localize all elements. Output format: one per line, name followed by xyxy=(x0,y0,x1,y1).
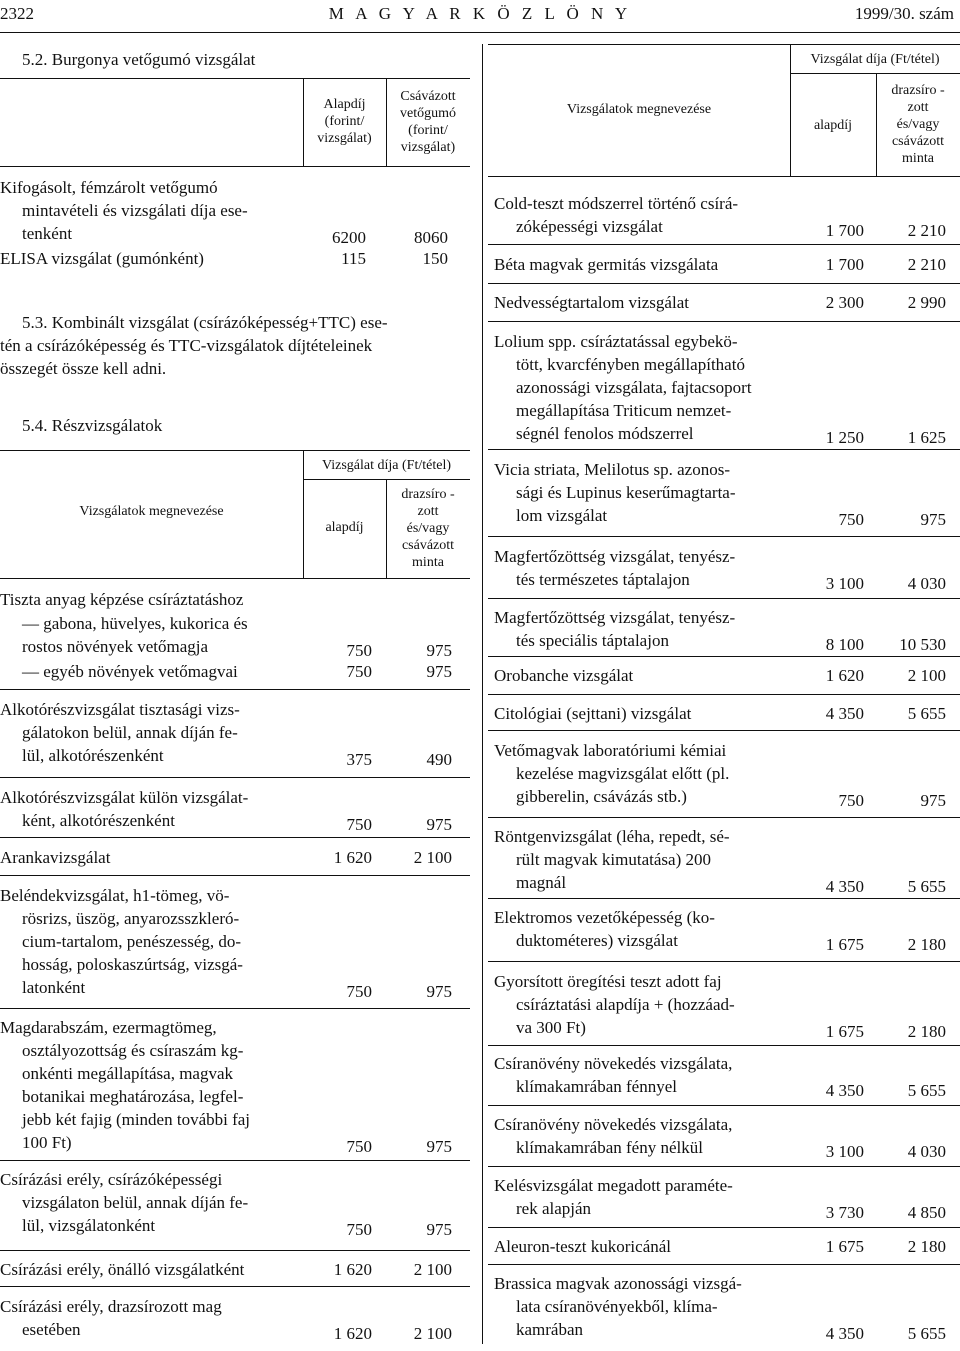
treated-value: 490 xyxy=(426,750,452,769)
treated-value: 150 xyxy=(422,249,448,268)
row-text-line: ségnél fenolos módszerrel xyxy=(516,424,694,443)
alapdij-value: 4 350 xyxy=(825,877,864,896)
row-separator xyxy=(0,875,470,876)
row-separator xyxy=(0,689,470,690)
row-separator xyxy=(488,536,960,537)
row-text-line: Aleuron-teszt kukoricánál xyxy=(494,1237,672,1256)
row-separator xyxy=(488,694,960,695)
treated-value: 2 100 xyxy=(413,1324,452,1343)
treated-value: 2 180 xyxy=(907,935,946,954)
row-separator xyxy=(488,1105,960,1106)
section-5-4-title: 5.4. Részvizsgálatok xyxy=(22,416,163,435)
row-text-line: — gabona, hüvelyes, kukorica és xyxy=(22,614,248,633)
row-text-line: Elektromos vezetőképesség (ko- xyxy=(494,908,715,927)
row-description xyxy=(0,1016,300,1154)
row-text-line: magnál xyxy=(516,873,567,892)
row-description xyxy=(494,739,786,808)
row-description xyxy=(0,588,300,611)
treated-value: 2 100 xyxy=(413,848,452,867)
row-text-line: Magdarabszám, ezermagtömeg, xyxy=(0,1018,217,1037)
t2-head-line: csávázott xyxy=(401,538,455,553)
row-description xyxy=(0,660,300,683)
row-text-line: jebb két fajig (minden további faj xyxy=(22,1110,251,1129)
row-text-line: ELISA vizsgálat (gumónként) xyxy=(0,249,204,268)
row-text-line: tés speciális táptalajon xyxy=(516,631,669,650)
row-text-line: gibberelin, csávázás stb.) xyxy=(516,787,687,806)
treated-value: 5 655 xyxy=(907,1081,946,1100)
row-description xyxy=(0,247,300,270)
t2-head-line: és/vagy xyxy=(406,521,450,536)
row-description xyxy=(0,612,300,658)
row-text-line: klímakamrában fény nélkül xyxy=(516,1138,703,1157)
text-line: 5.3. Kombinált vizsgálat (csírázóképesség+TTC) ese- xyxy=(22,313,388,332)
row-text-line: Nedvességtartalom vizsgálat xyxy=(494,293,689,312)
row-text-line: sági és Lupinus keserűmagtarta- xyxy=(516,483,736,502)
row-description xyxy=(0,1258,300,1281)
row-description xyxy=(494,1235,786,1258)
alapdij-value: 1 620 xyxy=(333,1324,372,1343)
row-text-line: kezelése magvizsgálat előtt (pl. xyxy=(516,764,730,783)
t2-head-alapdij: alapdíj xyxy=(325,520,364,535)
row-text-line: mintavételi és vizsgálati díja ese- xyxy=(22,201,248,220)
alapdij-value: 1 700 xyxy=(825,221,864,240)
text-line: összegét össze kell adni. xyxy=(0,359,167,378)
row-text-line: 100 Ft) xyxy=(22,1133,72,1152)
row-text-line: hosság, poloskaszúrtság, vizsgá- xyxy=(22,955,243,974)
alapdij-value: 1 675 xyxy=(825,1237,864,1256)
row-separator xyxy=(0,837,470,838)
row-separator xyxy=(0,1008,470,1009)
t1-head-line: vizsgálat) xyxy=(400,140,456,155)
t3-head-line: és/vagy xyxy=(896,117,940,132)
row-text-line: Csíranövény növekedés vizsgálata, xyxy=(494,1115,733,1134)
alapdij-value: 115 xyxy=(341,249,366,268)
row-separator xyxy=(0,1250,470,1251)
alapdij-value: 3 100 xyxy=(825,1142,864,1161)
alapdij-value: 1 620 xyxy=(825,666,864,685)
row-text-line: osztályozottság és csíraszám kg- xyxy=(22,1041,244,1060)
row-separator xyxy=(488,598,960,599)
treated-value: 5 655 xyxy=(907,704,946,723)
treated-value: 2 990 xyxy=(907,293,946,312)
row-description xyxy=(0,786,300,832)
row-text-line: Vetőmagvak laboratóriumi kémiai xyxy=(494,741,727,760)
row-description xyxy=(0,176,300,245)
row-separator xyxy=(488,898,960,899)
alapdij-value: 1 620 xyxy=(333,1260,372,1279)
row-separator xyxy=(488,283,960,284)
treated-value: 2 100 xyxy=(907,666,946,685)
page-header xyxy=(0,0,960,30)
row-separator xyxy=(488,817,960,818)
t3-head-line: zott xyxy=(907,100,929,115)
treated-value: 975 xyxy=(426,641,452,660)
row-separator xyxy=(0,1160,470,1161)
treated-value: 2 210 xyxy=(907,255,946,274)
row-text-line: Csírázási erély, csírázóképességi xyxy=(0,1170,223,1189)
row-text-line: Cold-teszt módszerrel történő csírá- xyxy=(494,194,739,213)
t1-head-line: vetőgumó xyxy=(400,106,456,121)
treated-value: 2 180 xyxy=(907,1237,946,1256)
treated-value: 975 xyxy=(426,1137,452,1156)
row-description xyxy=(0,1295,300,1341)
row-text-line: Béta magvak germitás vizsgálata xyxy=(494,255,719,274)
treated-value: 975 xyxy=(920,510,946,529)
row-text-line: Csírázási erély, önálló vizsgálatként xyxy=(0,1260,245,1279)
row-text-line: lom vizsgálat xyxy=(516,506,608,525)
row-text-line: rek alapján xyxy=(516,1199,592,1218)
t1-head-rule xyxy=(0,166,470,167)
row-text-line: lül, vizsgálatonként xyxy=(22,1216,156,1235)
row-description xyxy=(494,606,786,652)
t1-top-rule xyxy=(0,78,470,79)
alapdij-value: 750 xyxy=(346,1137,372,1156)
row-text-line: megállapítása Triticum nemzet- xyxy=(516,401,732,420)
t3-head-line: minta xyxy=(902,151,934,166)
treated-value: 2 180 xyxy=(907,1022,946,1041)
row-separator xyxy=(488,1166,960,1167)
row-description xyxy=(0,846,300,869)
t2-top-rule xyxy=(0,450,470,451)
treated-value: 1 625 xyxy=(907,428,946,447)
row-text-line: vizsgálaton belül, annak díján fe- xyxy=(22,1193,249,1212)
alapdij-value: 375 xyxy=(346,750,372,769)
t2-head-rule xyxy=(0,578,470,579)
row-description xyxy=(494,1052,786,1098)
alapdij-value: 750 xyxy=(346,982,372,1001)
treated-value: 975 xyxy=(426,1220,452,1239)
issue-number: 1999/30. szám xyxy=(854,4,954,23)
row-separator xyxy=(488,321,960,322)
row-text-line: botanikai meghatározása, legfel- xyxy=(22,1087,244,1106)
row-description xyxy=(494,253,786,276)
alapdij-value: 750 xyxy=(346,641,372,660)
t3-head-fee: Vizsgálat díja (Ft/tétel) xyxy=(810,52,940,67)
row-text-line: — egyéb növények vetőmagvai xyxy=(22,662,238,681)
t1-head-line: (forint/ xyxy=(324,114,365,129)
row-description xyxy=(0,884,300,999)
alapdij-value: 3 100 xyxy=(825,574,864,593)
alapdij-value: 1 700 xyxy=(825,255,864,274)
row-text-line: rült magvak kimutatása) 200 xyxy=(516,850,711,869)
row-text-line: Magfertőzöttség vizsgálat, tenyész- xyxy=(494,547,736,566)
alapdij-value: 1 250 xyxy=(825,428,864,447)
row-text-line: Tiszta anyag képzése csíráztatáshoz xyxy=(0,590,244,609)
t3-head-rule xyxy=(488,176,960,177)
row-description xyxy=(494,702,786,725)
treated-value: 975 xyxy=(920,791,946,810)
t3-head-drazsirozott xyxy=(876,82,960,167)
row-text-line: lata csíranövényekből, klíma- xyxy=(516,1297,718,1316)
row-text-line: lül, alkotórészenként xyxy=(22,746,164,765)
t1-head-line: (forint/ xyxy=(408,123,448,138)
alapdij-value: 750 xyxy=(346,815,372,834)
row-text-line: Csírázási erély, drazsírozott mag xyxy=(0,1297,222,1316)
treated-value: 8060 xyxy=(414,228,448,247)
row-text-line: rostos növények vetőmagja xyxy=(22,637,209,656)
section-5-3-text xyxy=(0,311,466,380)
row-text-line: Magfertőzöttség vizsgálat, tenyész- xyxy=(494,608,736,627)
row-text-line: ként, alkotórészenként xyxy=(22,811,175,830)
treated-value: 4 030 xyxy=(907,574,946,593)
row-text-line: Vicia striata, Melilotus sp. azonos- xyxy=(494,460,730,479)
row-text-line: va 300 Ft) xyxy=(516,1018,586,1037)
row-text-line: azonossági vizsgálata, fajtacsoport xyxy=(516,378,752,397)
row-text-line: tött, kvarcfényben megállapítható xyxy=(516,355,745,374)
row-separator xyxy=(488,1264,960,1265)
row-separator xyxy=(488,244,960,245)
row-text-line: Röntgenvizsgálat (léha, repedt, sé- xyxy=(494,827,730,846)
row-separator xyxy=(0,777,470,778)
row-text-line: Beléndekvizsgálat, h1-tömeg, vö- xyxy=(0,886,230,905)
row-text-line: gálatokon belül, annak díján fe- xyxy=(22,723,238,742)
row-text-line: Kifogásolt, fémzárolt vetőgumó xyxy=(0,178,218,197)
treated-value: 2 100 xyxy=(413,1260,452,1279)
row-description xyxy=(494,291,786,314)
treated-value: 975 xyxy=(426,662,452,681)
row-separator xyxy=(488,1045,960,1046)
row-text-line: Csíranövény növekedés vizsgálata, xyxy=(494,1054,733,1073)
row-description xyxy=(494,545,786,591)
row-description xyxy=(0,698,300,767)
row-separator xyxy=(488,730,960,731)
alapdij-value: 3 730 xyxy=(825,1203,864,1222)
t1-head-line: Csávázott xyxy=(400,89,456,104)
t3-head-line: drazsíro - xyxy=(891,83,945,98)
row-description xyxy=(494,192,786,238)
row-text-line: tés természetes táptalajon xyxy=(516,570,690,589)
text-line: tén a csírázóképesség és TTC-vizsgálatok díjtételeinek xyxy=(0,336,373,355)
row-description xyxy=(494,970,786,1039)
page-number: 2322 xyxy=(0,4,34,23)
row-description xyxy=(494,906,786,952)
treated-value: 4 030 xyxy=(907,1142,946,1161)
alapdij-value: 750 xyxy=(346,1220,372,1239)
alapdij-value: 4 350 xyxy=(825,704,864,723)
alapdij-value: 750 xyxy=(346,662,372,681)
row-description xyxy=(494,664,786,687)
row-text-line: klímakamrában fénnyel xyxy=(516,1077,677,1096)
t3-top-rule xyxy=(488,44,960,45)
treated-value: 4 850 xyxy=(907,1203,946,1222)
row-description xyxy=(0,1168,300,1237)
row-text-line: Alkotórészvizsgálat tisztasági vizs- xyxy=(0,700,240,719)
treated-value: 10 530 xyxy=(899,635,946,654)
header-rule xyxy=(0,32,960,33)
t3-head-alapdij: alapdíj xyxy=(813,118,853,133)
treated-value: 5 655 xyxy=(907,877,946,896)
treated-value: 5 655 xyxy=(907,1324,946,1343)
row-text-line: Citológiai (sejttani) vizsgálat xyxy=(494,704,692,723)
alapdij-value: 1 675 xyxy=(825,935,864,954)
alapdij-value: 6200 xyxy=(332,228,366,247)
t1-head-line: vizsgálat) xyxy=(317,131,372,146)
t3-head-line: csávázott xyxy=(891,134,945,149)
column-divider xyxy=(482,44,483,1344)
row-text-line: tenként xyxy=(22,224,73,243)
row-text-line: Kelésvizsgálat megadott paraméte- xyxy=(494,1176,733,1195)
t2-head-name: Vizsgálatok megnevezése xyxy=(79,504,224,519)
t1-head-alapdij xyxy=(303,96,386,147)
t1-head-line: Alapdíj xyxy=(323,97,366,112)
alapdij-value: 1 620 xyxy=(333,848,372,867)
alapdij-value: 750 xyxy=(838,791,864,810)
treated-value: 975 xyxy=(426,815,452,834)
t2-head-line: minta xyxy=(412,555,444,570)
row-text-line: csíráztatási alapdíja + (hozzáad- xyxy=(516,995,735,1014)
row-description xyxy=(494,1174,786,1220)
t2-head-line: zott xyxy=(417,504,439,519)
t3-fee-rule xyxy=(790,73,960,74)
row-separator xyxy=(488,961,960,962)
row-text-line: latonként xyxy=(22,978,86,997)
row-text-line: duktométeres) vizsgálat xyxy=(516,931,678,950)
row-text-line: zóképességi vizsgálat xyxy=(516,217,663,236)
alapdij-value: 750 xyxy=(838,510,864,529)
row-text-line: cium-tartalom, penészesség, do- xyxy=(22,932,242,951)
row-text-line: onkénti megállapítása, magvak xyxy=(22,1064,234,1083)
treated-value: 2 210 xyxy=(907,221,946,240)
row-description xyxy=(494,330,786,445)
t1-head-csavazott xyxy=(386,88,470,156)
t2-head-drazsirozott xyxy=(386,486,470,571)
row-description xyxy=(494,825,786,894)
row-separator xyxy=(0,1286,470,1287)
row-text-line: Lolium spp. csíráztatással egybekö- xyxy=(494,332,738,351)
row-text-line: esetében xyxy=(22,1320,81,1339)
t3-head-name: Vizsgálatok megnevezése xyxy=(566,102,712,117)
row-text-line: Gyorsított öregítési teszt adott faj xyxy=(494,972,722,991)
section-5-2-title: 5.2. Burgonya vetőgumó vizsgálat xyxy=(22,50,256,69)
t2-head-line: drazsíro - xyxy=(401,487,455,502)
alapdij-value: 1 675 xyxy=(825,1022,864,1041)
row-description xyxy=(494,1272,786,1341)
row-description xyxy=(494,1113,786,1159)
row-description xyxy=(494,458,786,527)
row-separator xyxy=(488,656,960,657)
row-text-line: Brassica magvak azonossági vizsgá- xyxy=(494,1274,742,1293)
alapdij-value: 2 300 xyxy=(825,293,864,312)
journal-title: M A G Y A R K Ö Z L Ö N Y xyxy=(328,4,632,23)
row-text-line: rösrizs, üszög, anyarozsszkleró- xyxy=(22,909,240,928)
row-separator xyxy=(488,1227,960,1228)
t2-head-fee: Vizsgálat díja (Ft/tétel) xyxy=(321,458,451,473)
treated-value: 975 xyxy=(426,982,452,1001)
row-text-line: Alkotórészvizsgálat külön vizsgálat- xyxy=(0,788,249,807)
alapdij-value: 4 350 xyxy=(825,1081,864,1100)
row-text-line: Orobanche vizsgálat xyxy=(494,666,634,685)
row-text-line: kamrában xyxy=(516,1320,584,1339)
row-separator xyxy=(488,449,960,450)
alapdij-value: 4 350 xyxy=(825,1324,864,1343)
row-text-line: Arankavizsgálat xyxy=(0,848,111,867)
alapdij-value: 8 100 xyxy=(825,635,864,654)
